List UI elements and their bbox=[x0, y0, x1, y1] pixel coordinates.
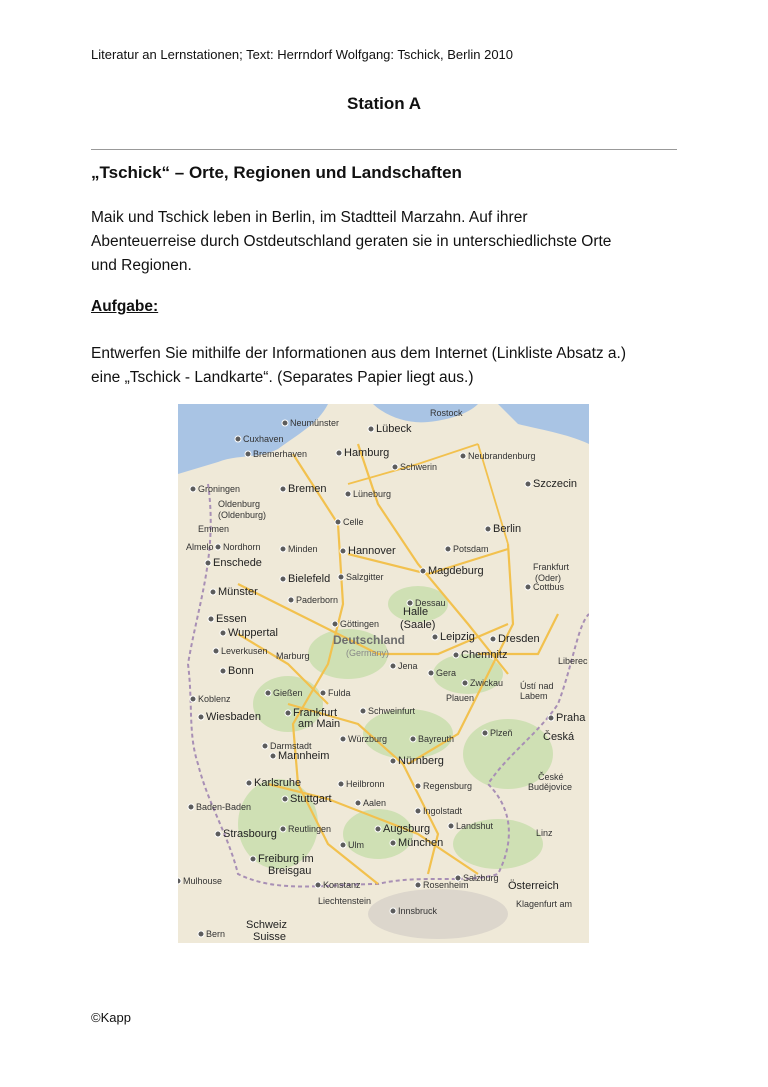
city-label: Bonn bbox=[228, 665, 254, 677]
city-marker-icon bbox=[415, 808, 421, 814]
city-marker-icon bbox=[280, 826, 286, 832]
city-marker-icon bbox=[453, 652, 459, 658]
city-marker-icon bbox=[490, 636, 496, 642]
city-label: Zwickau bbox=[470, 678, 504, 688]
city-label: Paderborn bbox=[296, 595, 339, 605]
city-label: Česká bbox=[543, 731, 575, 743]
city-marker-icon bbox=[338, 781, 344, 787]
city-label: Halle bbox=[403, 606, 429, 618]
city-marker-icon bbox=[332, 621, 338, 627]
city-label: Landshut bbox=[456, 821, 494, 831]
city-marker-icon bbox=[315, 882, 321, 888]
city-label: Augsburg bbox=[383, 823, 431, 835]
germany-map-image bbox=[178, 404, 589, 943]
city-marker-icon bbox=[198, 714, 204, 720]
city-marker-icon bbox=[208, 616, 214, 622]
city-label: Schweinfurt bbox=[368, 706, 416, 716]
city-label: Dresden bbox=[498, 633, 540, 645]
city-label: (Oldenburg) bbox=[218, 510, 267, 520]
city-label: Groningen bbox=[198, 484, 241, 494]
city-label: Oldenburg bbox=[218, 499, 261, 509]
city-marker-icon bbox=[280, 576, 286, 582]
city-marker-icon bbox=[282, 796, 288, 802]
city-marker-icon bbox=[525, 584, 531, 590]
city-label: Gera bbox=[436, 668, 457, 678]
city-marker-icon bbox=[345, 491, 351, 497]
city-label: Enschede bbox=[213, 557, 262, 569]
city-marker-icon bbox=[390, 840, 396, 846]
city-label: Mulhouse bbox=[183, 876, 223, 886]
city-label: Liberec bbox=[558, 656, 588, 666]
city-label: Würzburg bbox=[348, 734, 388, 744]
city-label: Österreich bbox=[508, 880, 559, 892]
city-label: Aalen bbox=[363, 798, 387, 808]
city-label: Liechtenstein bbox=[318, 896, 372, 906]
city-marker-icon bbox=[320, 690, 326, 696]
section-heading: „Tschick“ – Orte, Regionen und Landschaften bbox=[91, 163, 462, 182]
city-label: Cottbus bbox=[533, 582, 565, 592]
city-label: Ulm bbox=[348, 840, 364, 850]
city-label: am Main bbox=[298, 718, 341, 730]
city-marker-icon bbox=[246, 780, 252, 786]
city-marker-icon bbox=[482, 730, 488, 736]
city-label: Salzburg bbox=[463, 873, 499, 883]
city-label: Labem bbox=[520, 691, 548, 701]
city-marker-icon bbox=[288, 597, 294, 603]
city-marker-icon bbox=[210, 589, 216, 595]
city-label: Marburg bbox=[276, 651, 310, 661]
city-label: Regensburg bbox=[423, 781, 473, 791]
city-marker-icon bbox=[390, 663, 396, 669]
city-marker-icon bbox=[548, 715, 554, 721]
city-label: Darmstadt bbox=[270, 741, 312, 751]
task-line: Entwerfen Sie mithilfe der Informationen aus dem Internet (Linkliste Absatz a.) bbox=[91, 345, 627, 362]
city-label: Stuttgart bbox=[290, 793, 332, 805]
intro-paragraph bbox=[91, 206, 691, 278]
city-label: Leverkusen bbox=[221, 646, 268, 656]
city-label: Nordhorn bbox=[223, 542, 261, 552]
city-label: Minden bbox=[288, 544, 318, 554]
alps-patch bbox=[368, 889, 508, 939]
city-marker-icon bbox=[335, 519, 341, 525]
city-label: Freiburg im bbox=[258, 853, 314, 865]
city-marker-icon bbox=[340, 842, 346, 848]
city-marker-icon bbox=[448, 823, 454, 829]
city-label: (Oder) bbox=[535, 573, 562, 583]
city-marker-icon bbox=[280, 546, 286, 552]
city-label: Wiesbaden bbox=[206, 711, 262, 723]
map-canvas bbox=[178, 404, 589, 943]
task-paragraph bbox=[91, 342, 691, 390]
city-label: Ingolstadt bbox=[423, 806, 463, 816]
city-label: Lüneburg bbox=[353, 489, 392, 499]
country-sublabel: (Germany) bbox=[346, 648, 390, 658]
city-marker-icon bbox=[415, 882, 421, 888]
city-marker-icon bbox=[415, 783, 421, 789]
city-marker-icon bbox=[338, 574, 344, 580]
city-marker-icon bbox=[340, 548, 346, 554]
city-label: Praha bbox=[556, 712, 586, 724]
city-label: Essen bbox=[216, 613, 247, 625]
city-label: Budějovice bbox=[528, 782, 573, 792]
city-label: Strasbourg bbox=[223, 828, 277, 840]
intro-line: Abenteuerreise durch Ostdeutschland geraten sie in unterschiedlichste Orte bbox=[91, 233, 612, 250]
city-marker-icon bbox=[375, 826, 381, 832]
city-marker-icon bbox=[390, 758, 396, 764]
intro-line: Maik und Tschick leben in Berlin, im Stadtteil Marzahn. Auf ihrer bbox=[91, 209, 528, 226]
city-marker-icon bbox=[215, 544, 221, 550]
city-label: Neumünster bbox=[290, 418, 340, 428]
city-marker-icon bbox=[215, 831, 221, 837]
station-title: Station A bbox=[347, 94, 421, 113]
city-marker-icon bbox=[410, 736, 416, 742]
city-label: Neubrandenburg bbox=[468, 451, 536, 461]
city-marker-icon bbox=[462, 680, 468, 686]
city-label: České bbox=[538, 772, 564, 782]
intro-line: und Regionen. bbox=[91, 257, 192, 274]
city-label: Karlsruhe bbox=[254, 777, 302, 789]
city-label: Almelo bbox=[186, 542, 214, 552]
city-label: Reutlingen bbox=[288, 824, 332, 834]
city-label: Bayreuth bbox=[418, 734, 455, 744]
city-marker-icon bbox=[265, 690, 271, 696]
city-label: Innsbruck bbox=[398, 906, 438, 916]
city-marker-icon bbox=[190, 486, 196, 492]
city-label: Nürnberg bbox=[398, 755, 444, 767]
city-label: Schwerin bbox=[400, 462, 438, 472]
city-marker-icon bbox=[213, 648, 219, 654]
city-label: Schweiz bbox=[246, 919, 287, 931]
city-marker-icon bbox=[460, 453, 466, 459]
city-marker-icon bbox=[360, 708, 366, 714]
city-label: Koblenz bbox=[198, 694, 231, 704]
city-label: München bbox=[398, 837, 444, 849]
city-marker-icon bbox=[285, 710, 291, 716]
city-marker-icon bbox=[282, 420, 288, 426]
city-label: Celle bbox=[343, 517, 364, 527]
city-label: Plauen bbox=[446, 693, 475, 703]
city-marker-icon bbox=[188, 804, 194, 810]
city-marker-icon bbox=[220, 630, 226, 636]
city-marker-icon bbox=[262, 743, 268, 749]
city-label: Emmen bbox=[198, 524, 230, 534]
city-label: Frankfurt bbox=[293, 707, 338, 719]
city-marker-icon bbox=[525, 481, 531, 487]
city-marker-icon bbox=[250, 856, 256, 862]
task-label: Aufgabe: bbox=[91, 298, 159, 315]
city-marker-icon bbox=[198, 931, 204, 937]
country-label: Deutschland bbox=[333, 633, 406, 647]
city-label: Klagenfurt am bbox=[516, 899, 573, 909]
city-marker-icon bbox=[205, 560, 211, 566]
city-label: Potsdam bbox=[453, 544, 489, 554]
city-marker-icon bbox=[270, 753, 276, 759]
city-marker-icon bbox=[220, 668, 226, 674]
city-marker-icon bbox=[392, 464, 398, 470]
city-label: Ústí nad bbox=[520, 681, 554, 691]
city-label: Breisgau bbox=[268, 865, 312, 877]
city-marker-icon bbox=[390, 908, 396, 914]
city-marker-icon bbox=[420, 568, 426, 574]
city-marker-icon bbox=[485, 526, 491, 532]
city-label: Salzgitter bbox=[346, 572, 384, 582]
city-marker-icon bbox=[178, 878, 181, 884]
city-label: Chemnitz bbox=[461, 649, 508, 661]
city-label: Hamburg bbox=[344, 447, 390, 459]
city-label: Bern bbox=[206, 929, 226, 939]
city-label: Leipzig bbox=[440, 631, 475, 643]
city-label: Göttingen bbox=[340, 619, 380, 629]
city-marker-icon bbox=[368, 426, 374, 432]
city-marker-icon bbox=[355, 800, 361, 806]
city-label: Rosenheim bbox=[423, 880, 469, 890]
city-marker-icon bbox=[280, 486, 286, 492]
city-label: Magdeburg bbox=[428, 565, 484, 577]
city-label: Berlin bbox=[493, 523, 522, 535]
city-label: Münster bbox=[218, 586, 258, 598]
city-marker-icon bbox=[190, 696, 196, 702]
city-label: Konstanz bbox=[323, 880, 361, 890]
city-label: Szczecin bbox=[533, 478, 578, 490]
city-label: Frankfurt bbox=[533, 562, 570, 572]
city-label: Linz bbox=[536, 828, 553, 838]
city-marker-icon bbox=[432, 634, 438, 640]
city-label: Bremerhaven bbox=[253, 449, 308, 459]
city-label: Heilbronn bbox=[346, 779, 385, 789]
city-label: Hannover bbox=[348, 545, 396, 557]
footer-copyright: ©Kapp bbox=[91, 1010, 131, 1025]
city-label: Gießen bbox=[273, 688, 303, 698]
city-label: Cuxhaven bbox=[243, 434, 284, 444]
city-marker-icon bbox=[235, 436, 241, 442]
city-marker-icon bbox=[340, 736, 346, 742]
city-label: Suisse bbox=[253, 931, 287, 943]
city-label: Plzeň bbox=[490, 728, 513, 738]
document-header: Literatur an Lernstationen; Text: Herrndorf Wolfgang: Tschick, Berlin 2010 bbox=[91, 47, 514, 62]
city-label: Baden-Baden bbox=[196, 802, 252, 812]
city-marker-icon bbox=[245, 451, 251, 457]
city-label: Jena bbox=[398, 661, 418, 671]
city-marker-icon bbox=[445, 546, 451, 552]
city-label: Fulda bbox=[328, 688, 351, 698]
city-label: Bremen bbox=[288, 483, 327, 495]
city-label: Wuppertal bbox=[228, 627, 278, 639]
city-label: Lübeck bbox=[376, 423, 412, 435]
task-line: eine „Tschick - Landkarte“. (Separates Papier liegt aus.) bbox=[91, 369, 474, 386]
city-marker-icon bbox=[336, 450, 342, 456]
city-label: Dessau bbox=[415, 598, 446, 608]
city-label: Mannheim bbox=[278, 750, 330, 762]
horizontal-rule bbox=[91, 149, 677, 150]
city-marker-icon bbox=[428, 670, 434, 676]
city-label: Bielefeld bbox=[288, 573, 331, 585]
city-label: Rostock bbox=[430, 408, 463, 418]
city-label: (Saale) bbox=[400, 619, 436, 631]
